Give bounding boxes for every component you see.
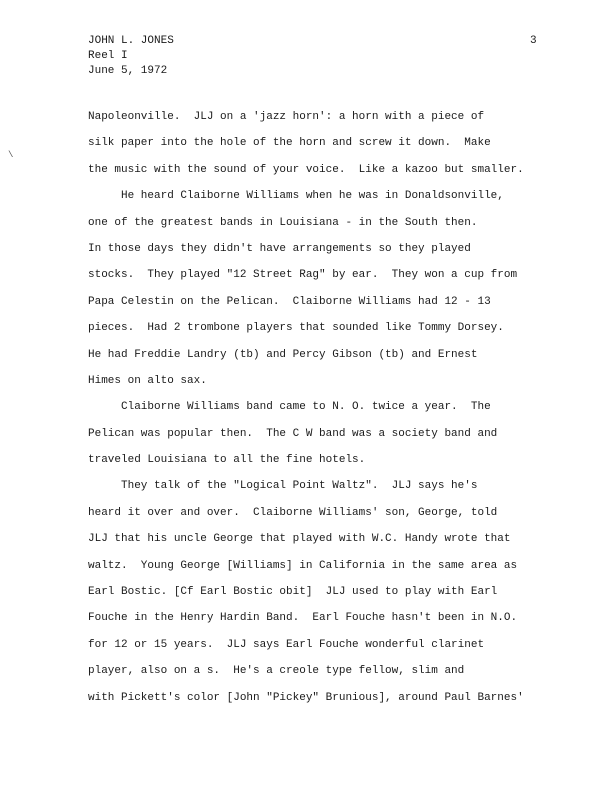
- body-line: He heard Claiborne Williams when he was in Donaldsonville,: [88, 190, 504, 203]
- body-line: traveled Louisiana to all the fine hotels.: [88, 454, 366, 467]
- body-line: Fouche in the Henry Hardin Band. Earl Fouche hasn't been in N.O.: [88, 612, 518, 625]
- body-line: silk paper into the hole of the horn and screw it down. Make: [88, 137, 491, 150]
- margin-mark: \: [8, 150, 14, 160]
- body-line: Napoleonville. JLJ on a 'jazz horn': a horn with a piece of: [88, 111, 485, 123]
- body-line: for 12 or 15 years. JLJ says Earl Fouche wonderful clarinet: [88, 638, 485, 651]
- body-line: In those days they didn't have arrangements so they played: [88, 242, 471, 255]
- body-line: Himes on alto sax.: [88, 374, 207, 387]
- page-number: 3: [530, 35, 537, 47]
- body-line: with Pickett's color [John "Pickey" Brunious], around Paul Barnes': [88, 691, 524, 704]
- body-line: pieces. Had 2 trombone players that sounded like Tommy Dorsey.: [88, 322, 504, 335]
- body-line: Earl Bostic. [Cf Earl Bostic obit] JLJ used to play with Earl: [88, 586, 498, 599]
- interviewee-name: JOHN L. JONES: [88, 35, 174, 47]
- body-line: the music with the sound of your voice. Like a kazoo but smaller.: [88, 163, 524, 176]
- body-line: He had Freddie Landry (tb) and Percy Gibson (tb) and Ernest: [88, 348, 478, 361]
- reel-label: Reel I: [88, 50, 128, 62]
- body-line: Pelican was popular then. The C W band was a society band and: [88, 427, 498, 440]
- body-line: JLJ that his uncle George that played with W.C. Handy wrote that: [88, 533, 511, 546]
- body-line: heard it over and over. Claiborne Williams' son, George, told: [88, 506, 498, 519]
- body-line: Papa Celestin on the Pelican. Claiborne Williams had 12 - 13: [88, 295, 491, 308]
- body-line: stocks. They played "12 Street Rag" by ear. They won a cup from: [88, 269, 518, 282]
- body-line: waltz. Young George [Williams] in California in the same area as: [88, 559, 518, 572]
- body-line: one of the greatest bands in Louisiana - in the South then.: [88, 216, 478, 229]
- body-line: Claiborne Williams band came to N. O. twice a year. The: [88, 401, 491, 414]
- transcript-body: [88, 104, 588, 711]
- body-line: They talk of the "Logical Point Waltz". JLJ says he's: [88, 480, 478, 493]
- interview-date: June 5, 1972: [88, 65, 168, 77]
- transcript-header: [88, 34, 174, 79]
- body-line: player, also on a s. He's a creole type fellow, slim and: [88, 665, 465, 678]
